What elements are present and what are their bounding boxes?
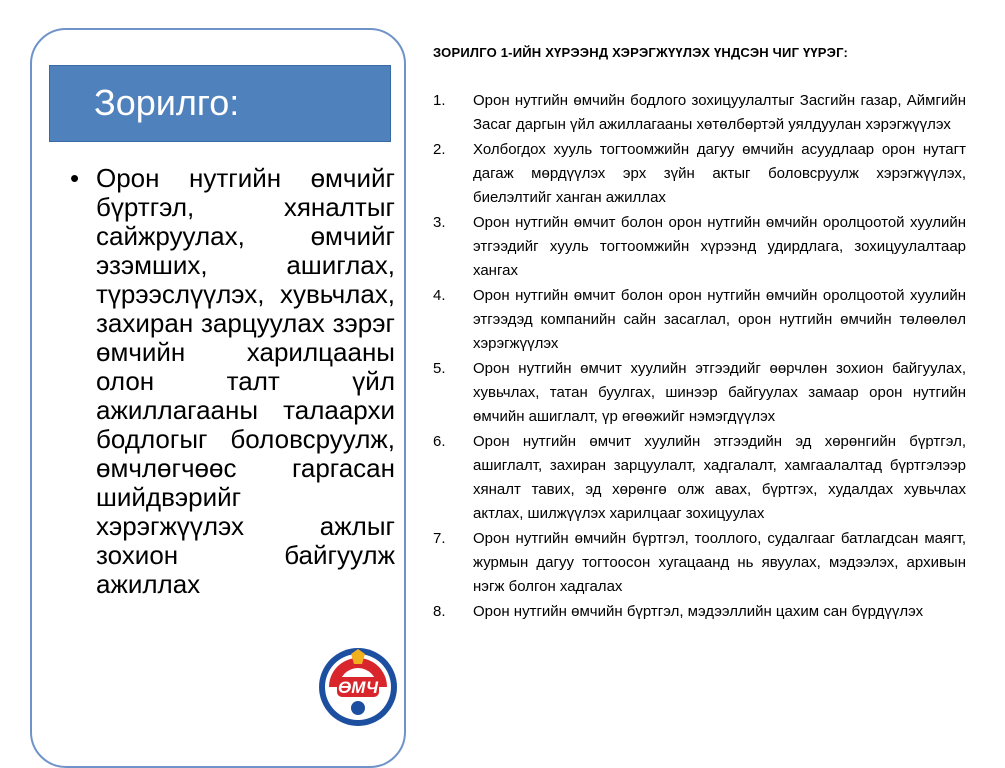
list-item xyxy=(433,89,966,137)
omch-logo xyxy=(317,646,399,728)
bullet-text: Орон нутгийн өмчийг бүртгэл, хяналтыг сайжруулах, өмчийг эзэмших, ашиглах, түрээслүүлэх, хувьчлах, захиран зарцуулах зэрэг өмчийн харилцааны олон талт үйл ажиллагааны талаархи бодлогыг боловсруулж, өмчлөгчөөс гаргасан шийдвэрийг хэрэгжүүлэх ажлыг зохион байгуулж ажиллах xyxy=(96,163,395,599)
item-number: 1. xyxy=(433,92,446,109)
bullet-list xyxy=(70,164,395,599)
item-number: 5. xyxy=(433,360,446,377)
item-text: Орон нутгийн өмчит хуулийн этгээдийг өөрчлөн зохион байгуулах, хувьчлах, татан буулгах, шинээр байгуулах замаар орон нутгийн өмчийн ашиглалт, үр өгөөжийг нэмэгдүүлэх xyxy=(473,360,966,425)
list-item xyxy=(433,527,966,599)
item-text: Холбогдох хууль тогтоомжийн дагуу өмчийн асуудлаар орон нутагт дагаж мөрдүүлэх эрх зүйн актыг боловсруулж хэрэгжүүлэх, биелэлтийг ханган ажиллах xyxy=(473,141,966,206)
duties-heading: ЗОРИЛГО 1-ИЙН ХҮРЭЭНД ХЭРЭГЖҮҮЛЭХ ҮНДСЭН ЧИГ ҮҮРЭГ: xyxy=(433,45,849,60)
title-box xyxy=(49,65,391,142)
item-text: Орон нутгийн өмчийн бүртгэл, мэдээллийн цахим сан бүрдүүлэх xyxy=(473,603,924,620)
item-number: 3. xyxy=(433,214,446,231)
logo-text: ӨМЧ xyxy=(337,678,379,697)
item-number: 4. xyxy=(433,287,446,304)
duties-section xyxy=(433,44,966,625)
list-item xyxy=(433,284,966,356)
bullet-dot: • xyxy=(70,163,80,193)
list-item xyxy=(433,357,966,429)
item-number: 2. xyxy=(433,141,446,158)
item-number: 6. xyxy=(433,433,446,450)
list-item xyxy=(433,430,966,526)
list-item xyxy=(433,211,966,283)
item-text: Орон нутгийн өмчийн бодлого зохицуулалтыг Засгийн газар, Аймгийн Засаг даргын үйл ажиллагааны хөтөлбөртэй уялдуулан хэрэгжүүлэх xyxy=(473,92,966,133)
list-item xyxy=(433,138,966,210)
logo-emblem-icon xyxy=(317,646,399,728)
item-text: Орон нутгийн өмчийн бүртгэл, тооллого, судалгааг батлагдсан маягт, журмын дагуу тогтоосон хугацаанд нь явуулах, мэдээлэх, архивын нэгж болгон хадгалах xyxy=(473,530,966,595)
list-item xyxy=(433,600,966,624)
item-text: Орон нутгийн өмчит болон орон нутгийн өмчийн оролцоотой хуулийн этгээдэд компанийн сайн засаглал, орон нутгийн өмчийн төлөөлөл хэрэгжүүлэх xyxy=(473,287,966,352)
item-number: 8. xyxy=(433,603,446,620)
item-number: 7. xyxy=(433,530,446,547)
item-text: Орон нутгийн өмчит болон орон нутгийн өмчийн оролцоотой хуулийн этгээдийг хууль тогтоомжийн хүрээнд удирдлага, зохицуулалтаар хангах xyxy=(473,214,966,279)
slide-title: Зорилго: xyxy=(94,82,240,123)
item-text: Орон нутгийн өмчит хуулийн этгээдийн эд хөрөнгийн бүртгэл, ашиглалт, захиран зарцуулалт, хадгалалт, хамгаалалтад бүртгэлээр хяналт тавих, эд хөрөнгө олж авах, бүртгэх, худалдах хувьчлах актлах, шилжүүлэх харилцааг зохицуулах xyxy=(473,433,966,522)
duties-list xyxy=(433,89,966,624)
